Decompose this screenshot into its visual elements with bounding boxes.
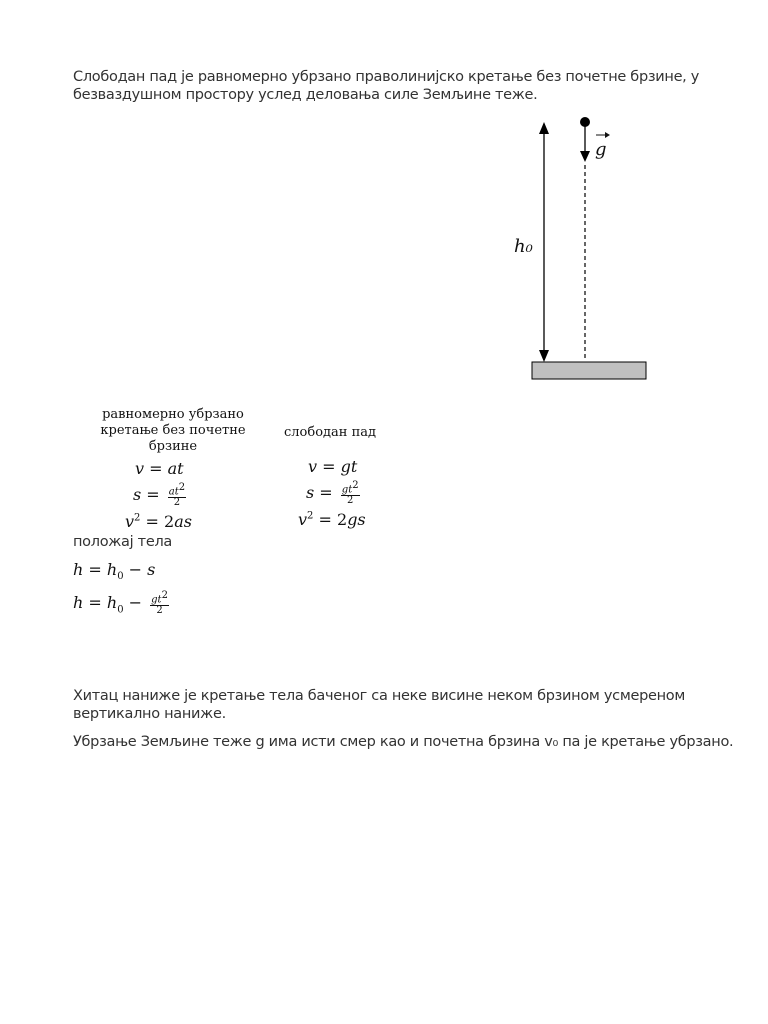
falling-body [580, 117, 590, 127]
uniform-accel-header-line-2: кретање без почетне [100, 423, 246, 438]
uniform-accel-header-line-3: брзине [148, 439, 198, 454]
intro-line-1: Слободан пад је равномерно убрзано праволинијско кретање без почетне брзине, у [73, 69, 700, 85]
position-formula-1: $h = h_0 - s$ [73, 560, 156, 583]
arrow-up-head [539, 122, 549, 134]
free-fall-figure [500, 110, 660, 385]
velocity-squared-formula-free-fall: $v^2 = 2gs$ [298, 510, 366, 529]
throw-down-line-2: вертикално наниже. [73, 706, 226, 722]
gravity-arrow-head [580, 151, 590, 162]
uniform-accel-header [88, 407, 258, 455]
velocity-formula-uniform: v = at [135, 459, 184, 478]
throw-down-line-3: Убрзање Земљине теже g има исти смер као и почетна брзина v₀ па је кретање убрзано. [73, 734, 734, 750]
distance-formula-free-fall: s = $\frac{gt^2}{2}$ [306, 480, 359, 507]
height-label: h₀ [514, 236, 533, 257]
position-formula-2: $h = h_0$ − $\frac{gt^2}{2}$ [73, 590, 168, 617]
position-label: положај тела [73, 534, 172, 550]
velocity-squared-formula-uniform: $v^2 = 2as$ [125, 512, 192, 531]
velocity-formula-free-fall: v = gt [308, 457, 358, 476]
ground [532, 362, 646, 379]
throw-down-line-1: Хитац наниже је кретање тела баченог са неке висине неком брзином усмереном [73, 688, 686, 704]
arrow-down-head [539, 350, 549, 362]
intro-line-2: безваздушном простору услед деловања силе Земљине теже. [73, 87, 538, 103]
gravity-label: g [595, 139, 607, 160]
uniform-accel-header-line-1: равномерно убрзано [102, 407, 244, 422]
distance-formula-uniform: s = $\frac{at^2}{2}$ [133, 482, 186, 509]
free-fall-header: слободан пад [284, 425, 376, 440]
